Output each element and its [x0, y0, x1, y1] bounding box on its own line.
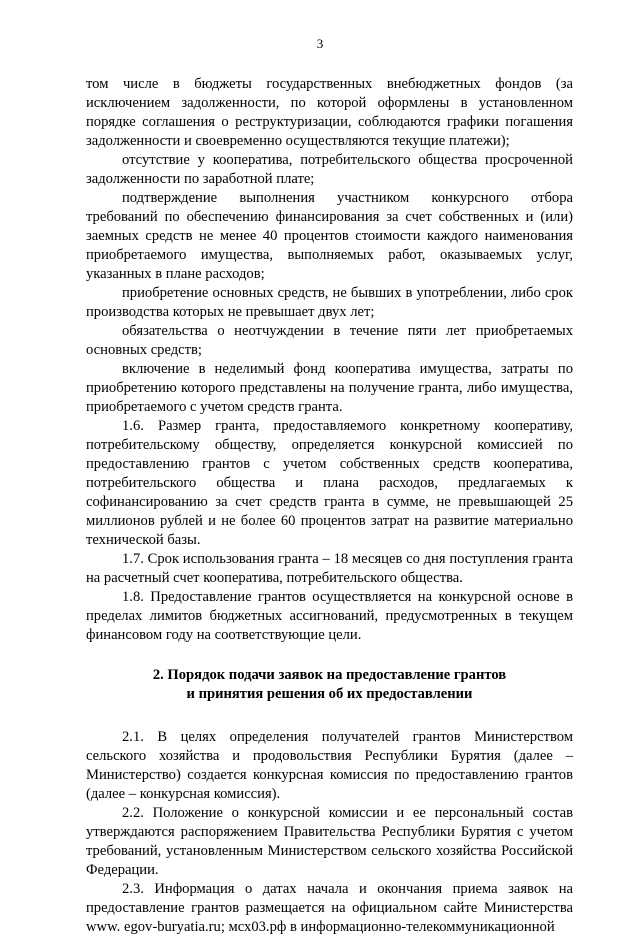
paragraph-new-assets: приобретение основных средств, не бывших в употреблении, либо срок производства которых не превышает двух лет;	[86, 285, 573, 320]
paragraph-2-2: 2.2. Положение о конкурсной комиссии и ее персональный состав утверждаются распоряжением Правительства Республики Бурятия с учетом требований, установленным Министерством сельского хозяйства Российской Федерации.	[86, 805, 573, 878]
paragraph-cofinancing: подтверждение выполнения участником конкурсного отбора требований по обеспечению финансирования за счет собственных и (или) заемных средств не менее 40 процентов стоимости каждого наименования приобретаемого имущества, выполняемых работ, оказываемых услуг, указанных в плане расходов;	[86, 190, 573, 282]
section-title-line-1: 2. Порядок подачи заявок на предоставление грантов	[152, 667, 507, 683]
paragraph-2-3: 2.3. Информация о датах начала и окончания приема заявок на предоставление грантов размещается на официальном сайте Министерства www. egov-buryatia.ru; мсх03.рф в информационно-телекоммуникационной	[86, 881, 573, 935]
paragraph-non-alienation: обязательства о неотчуждении в течение пяти лет приобретаемых основных средств;	[86, 323, 573, 358]
paragraph-continuation: том числе в бюджеты государственных внебюджетных фондов (за исключением задолженности, по которой оформлены в установленном порядке соглашения о реструктуризации, соблюдаются графики погашения задолженности и своевременно осуществляются текущие платежи);	[86, 76, 573, 149]
paragraph-2-1: 2.1. В целях определения получателей грантов Министерством сельского хозяйства и продовольствия Республики Бурятия (далее – Министерство) создается конкурсная комиссия по предоставлению грантов (далее – конкурсная комиссия).	[86, 729, 573, 802]
paragraph-1-6: 1.6. Размер гранта, предоставляемого конкретному кооперативу, потребительскому обществу, определяется конкурсной комиссией по предоставлению грантов с учетом собственных средств кооператива, потребительского общества и плана расходов, предлагаемых к софинансированию за счет средств гранта в сумме, не превышающей 25 миллионов рублей и не более 60 процентов затрат на развитие материально технической базы.	[86, 418, 573, 548]
document-body	[86, 75, 573, 937]
section-title	[86, 666, 573, 704]
paragraph-no-wage-debt: отсутствие у кооператива, потребительского общества просроченной задолженности по заработной плате;	[86, 152, 573, 187]
paragraph-1-7: 1.7. Срок использования гранта – 18 месяцев со дня поступления гранта на расчетный счет кооператива, потребительского общества.	[86, 551, 573, 586]
paragraph-1-8: 1.8. Предоставление грантов осуществляется на конкурсной основе в пределах лимитов бюджетных ассигнований, предусмотренных в текущем финансовом году на соответствующие цели.	[86, 589, 573, 643]
section-title-line-2: и принятия решения об их предоставлении	[186, 686, 473, 702]
page-number: 3	[316, 36, 324, 51]
paragraph-indivisible-fund: включение в неделимый фонд кооператива имущества, затраты по приобретению которого представлены на получение гранта, либо имущества, приобретаемого с учетом средств гранта.	[86, 361, 573, 415]
